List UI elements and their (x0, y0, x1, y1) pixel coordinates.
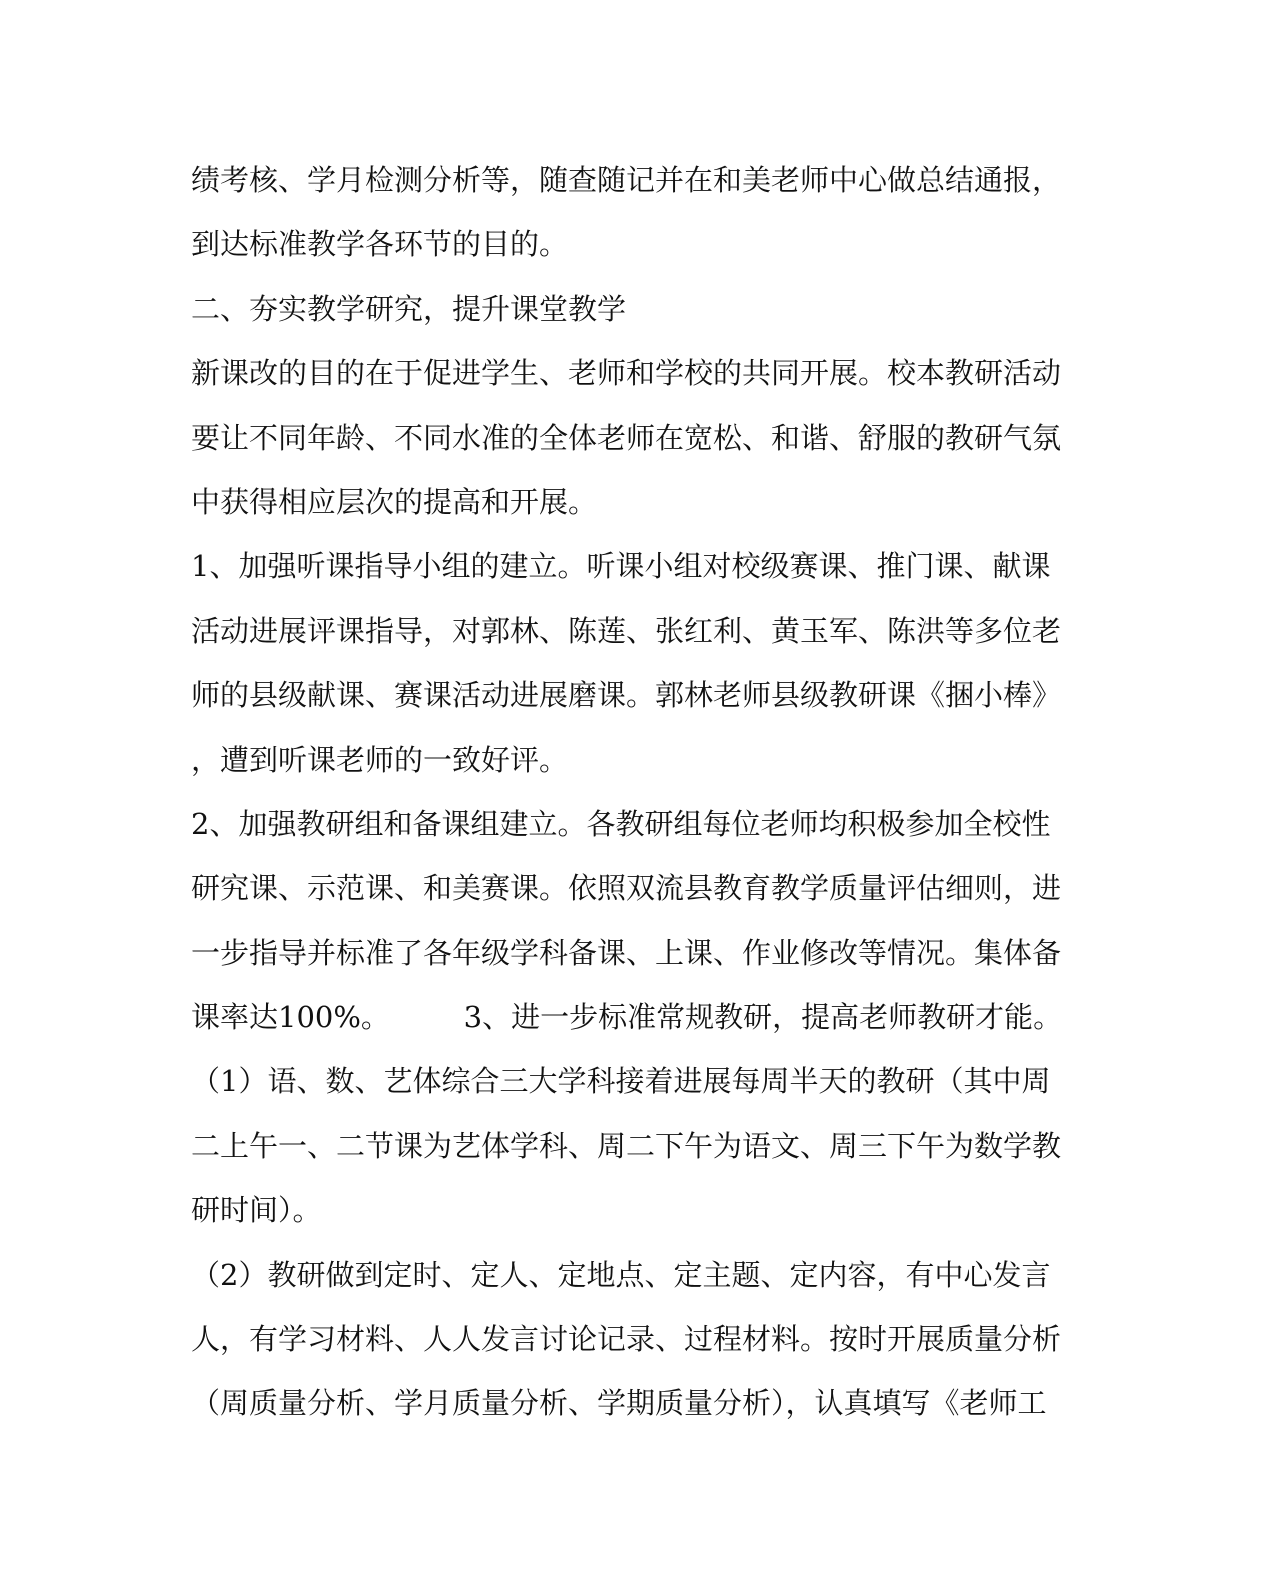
document-body (191, 148, 1071, 1436)
text-line: 人，有学习材料、人人发言讨论记录、过程材料。按时开展质量分析 (191, 1322, 1062, 1357)
text-line: 研时间）。 (191, 1193, 322, 1228)
text-line: （2）教研做到定时、定人、定地点、定主题、定内容，有中心发言 (191, 1257, 1051, 1292)
text-line: 新课改的目的在于促进学生、老师和学校的共同开展。校本教研活动 (191, 356, 1062, 391)
text-line: 要让不同年龄、不同水准的全体老师在宽松、和谐、舒服的教研气氛 (191, 420, 1062, 455)
text-line: 2、加强教研组和备课组建立。各教研组每位老师均积极参加全校性 (191, 806, 1051, 841)
text-line: 绩考核、学月检测分析等，随查随记并在和美老师中心做总结通报， (191, 163, 1062, 197)
text-line: 一步指导并标准了各年级学科备课、上课、作业修改等情况。集体备 (191, 935, 1062, 970)
text-line: 活动进展评课指导，对郭林、陈莲、张红利、黄玉军、陈洪等多位老 (191, 613, 1062, 648)
text-line: 1、加强听课指导小组的建立。听课小组对校级赛课、推门课、献课 (191, 549, 1051, 584)
text-line: 课率达100%。 3、进一步标准常规教研，提高老师教研才能。 (191, 1000, 1063, 1035)
text-line: （周质量分析、学月质量分析、学期质量分析），认真填写《老师工 (191, 1386, 1047, 1421)
text-line: 师的县级献课、赛课活动进展磨课。郭林老师县级教研课《捆小棒》 (191, 678, 1062, 713)
section-heading: 二、夯实教学研究，提升课堂教学 (191, 291, 627, 326)
text-line: 中获得相应层次的提高和开展。 (191, 484, 598, 519)
text-line: ，遭到听课老师的一致好评。 (191, 742, 569, 777)
text-line: （1）语、数、艺体综合三大学科接着进展每周半天的教研（其中周 (191, 1064, 1051, 1099)
text-line: 研究课、示范课、和美赛课。依照双流县教育教学质量评估细则，进 (191, 871, 1062, 906)
text-line: 二上午一、二节课为艺体学科、周二下午为语文、周三下午为数学教 (191, 1128, 1062, 1163)
text-line: 到达标准教学各环节的目的。 (191, 227, 569, 262)
